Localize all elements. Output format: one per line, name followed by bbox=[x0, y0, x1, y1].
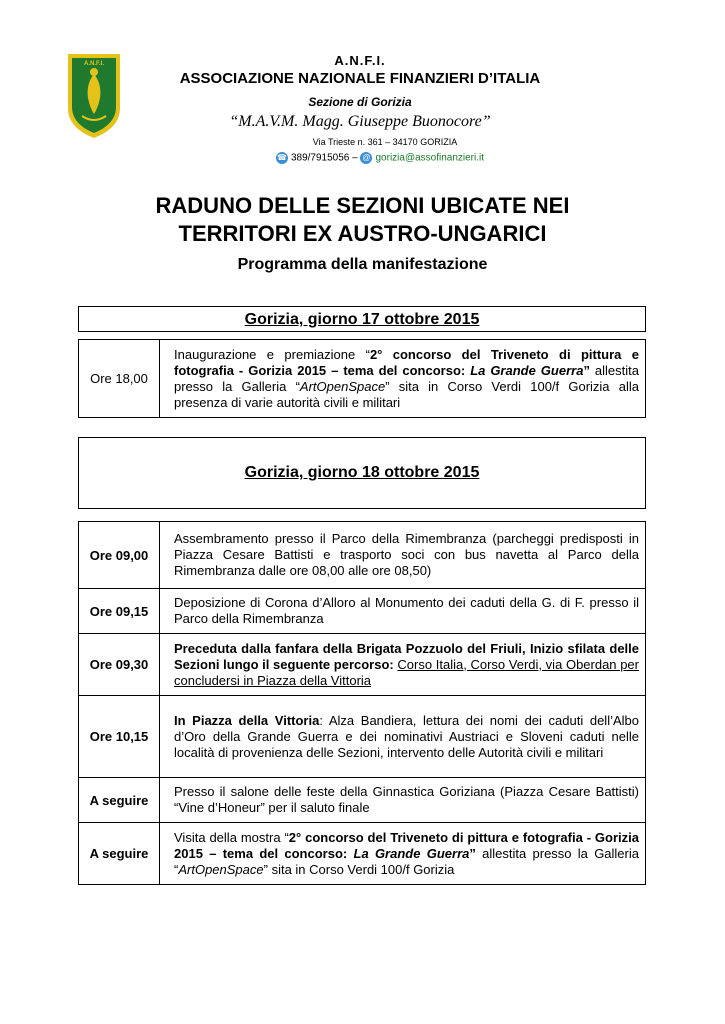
event-time: Ore 09,15 bbox=[79, 589, 160, 634]
day1-heading: Gorizia, giorno 17 ottobre 2015 bbox=[244, 311, 480, 328]
table-row bbox=[79, 634, 646, 696]
day2-heading-box bbox=[78, 437, 646, 509]
event-description: Visita della mostra “2° concorso del Triveneto di pittura e fotografia - Gorizia 2015 – tema del concorso: La Grande Guerra” allestita presso la Galleria “ArtOpenSpace” sita in Corso Verdi 100/f Gorizia bbox=[160, 823, 646, 885]
event-time: Ore 18,00 bbox=[79, 340, 160, 418]
event-description: Inaugurazione e premiazione “2° concorso del Triveneto di pittura e fotografia - Gorizia 2015 – tema del concorso: La Grande Guerra” allestita presso la Galleria “ArtOpenSpace” sita in Corso Verdi 100/f Gorizia alla presenza di varie autorità civili e militari bbox=[160, 340, 646, 418]
event-time: Ore 10,15 bbox=[79, 696, 160, 778]
day1-heading-box bbox=[78, 306, 646, 332]
email-link[interactable]: gorizia@assofinanzieri.it bbox=[375, 152, 485, 164]
table-row bbox=[79, 823, 646, 885]
header-contact bbox=[240, 152, 520, 164]
header-association: ASSOCIAZIONE NAZIONALE FINANZIERI D’ITALIA bbox=[179, 70, 541, 87]
event-description: Deposizione di Corona d’Alloro al Monumento dei caduti della G. di F. presso il Parco della Rimembranza bbox=[160, 589, 646, 634]
main-title-line2: TERRITORI EX AUSTRO-UNGARICI bbox=[178, 221, 547, 246]
phone-number: 389/7915056 – bbox=[290, 152, 358, 164]
header-section: Sezione di Gorizia bbox=[308, 95, 412, 109]
anfi-logo bbox=[64, 50, 124, 140]
svg-text:A.N.F.I.: A.N.F.I. bbox=[83, 61, 105, 67]
table-row bbox=[79, 589, 646, 634]
table-row bbox=[79, 778, 646, 823]
main-title-line1: RADUNO DELLE SEZIONI UBICATE NEI bbox=[155, 193, 570, 218]
header-acronym: A.N.F.I. bbox=[334, 53, 386, 68]
subtitle: Programma della manifestazione bbox=[237, 256, 488, 273]
event-description: Assembramento presso il Parco della Rimembranza (parcheggi predisposti in Piazza Cesare Battisti e trasporto soci con bus navetta al Parco della Rimembranza dalle ore 08,00 alle ore 08,50) bbox=[160, 522, 646, 589]
email-icon: @ bbox=[362, 153, 371, 162]
header-address: Via Trieste n. 361 – 34170 GORIZIA bbox=[312, 137, 458, 147]
header-dedication: “M.A.V.M. Magg. Giuseppe Buonocore” bbox=[229, 113, 491, 130]
day1-program-table bbox=[78, 339, 646, 418]
event-time: Ore 09,30 bbox=[79, 634, 160, 696]
event-time: A seguire bbox=[79, 823, 160, 885]
phone-icon: ☎ bbox=[276, 153, 287, 162]
table-row bbox=[79, 340, 646, 418]
table-row bbox=[79, 696, 646, 778]
day2-heading: Gorizia, giorno 18 ottobre 2015 bbox=[244, 464, 480, 481]
day2-program-table bbox=[78, 521, 646, 885]
table-row bbox=[79, 522, 646, 589]
event-description: Preceduta dalla fanfara della Brigata Pozzuolo del Friuli, Inizio sfilata delle Sezioni lungo il seguente percorso: Corso Italia, Corso Verdi, via Oberdan per concludersi in Piazza della Vittoria bbox=[160, 634, 646, 696]
event-time: A seguire bbox=[79, 778, 160, 823]
event-description: Presso il salone delle feste della Ginnastica Goriziana (Piazza Cesare Battisti) “Vine d’Honeur” per il saluto finale bbox=[160, 778, 646, 823]
event-description: In Piazza della Vittoria: Alza Bandiera, lettura dei nomi dei caduti dell’Albo d’Oro della Grande Guerra e dei nominativi Austriaci e Sloveni caduti nelle località di provenienza delle Sezioni, intervento delle Autorità civili e militari bbox=[160, 696, 646, 778]
event-time: Ore 09,00 bbox=[79, 522, 160, 589]
